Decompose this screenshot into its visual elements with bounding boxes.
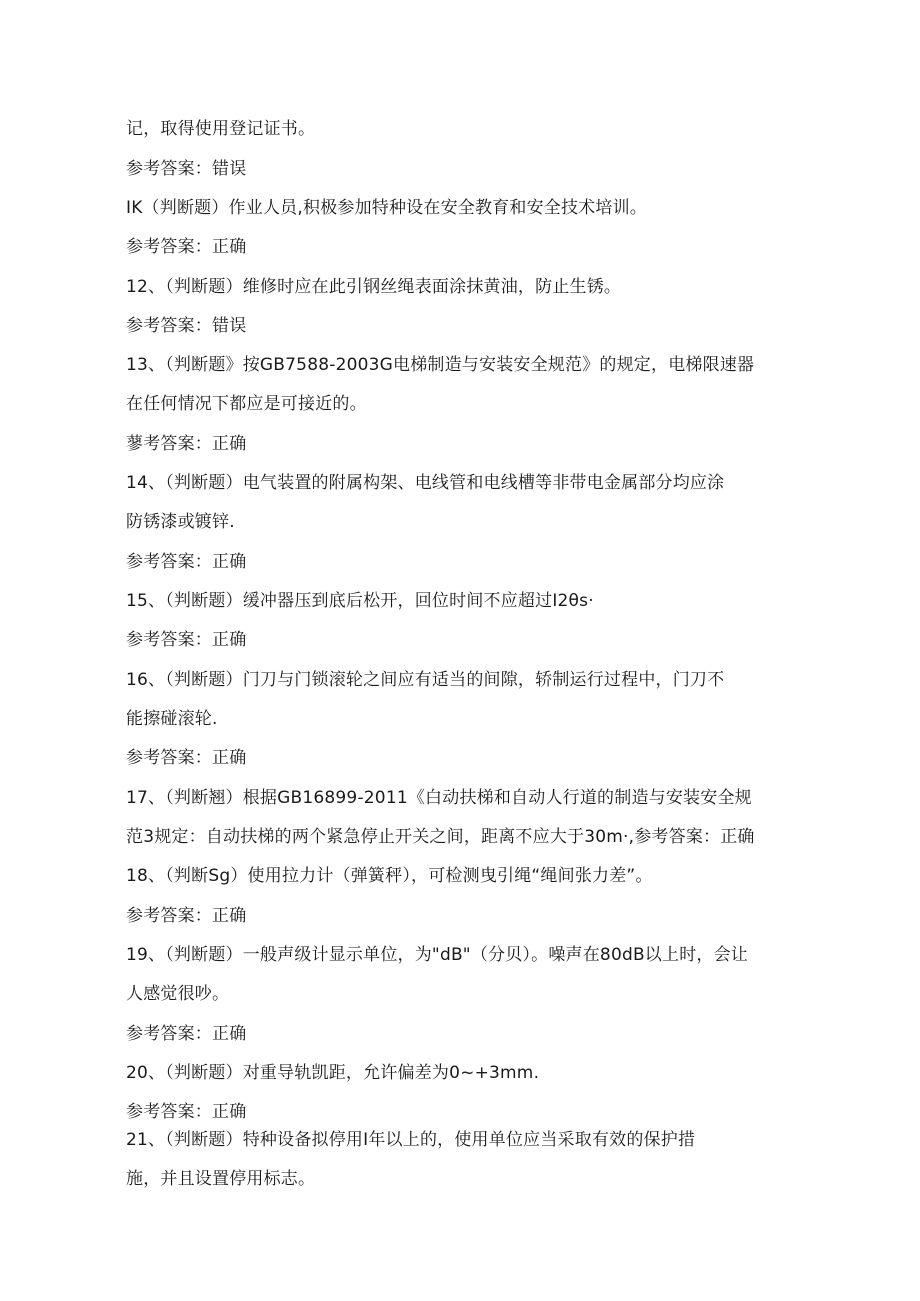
- answer-line: 参考答案：正确: [126, 1102, 247, 1122]
- question-line: 范3规定：自动扶梯的两个紧急停止开关之间，距离不应大于30m·,参考答案：正确: [126, 827, 755, 847]
- answer-line: 参考答案：正确: [126, 906, 247, 926]
- question-line: 16、（判断题）门刀与门锁滚轮之间应有适当的间隙，轿制运行过程中，门刀不: [126, 670, 725, 690]
- answer-line: 参考答案：正确: [126, 552, 247, 572]
- question-line: 14、（判断题）电气装置的附属构架、电线管和电线槽等非带电金属部分均应涂: [126, 473, 725, 493]
- answer-line: 参考答案：正确: [126, 237, 247, 257]
- question-line: 施，并且设置停用标志。: [126, 1169, 316, 1189]
- question-line: 防锈漆或镀锌.: [126, 512, 235, 532]
- answer-line: 参考答案：正确: [126, 1024, 247, 1044]
- question-line: 19、（判断题）一般声级计显示单位，为"dB"（分贝）。噪声在80dB以上时，会让: [126, 945, 749, 965]
- question-line: 17、（判断翘）根据GB16899-2011《白动扶梯和自动人行道的制造与安装安全规: [126, 788, 752, 808]
- answer-line: 参考答案：正确: [126, 630, 247, 650]
- question-line: 21、（判断题）特种设备拟停用I年以上的，使用单位应当采取有效的保护措: [126, 1130, 696, 1150]
- answer-line: 参考答案：正确: [126, 748, 247, 768]
- question-line: IK（判断题）作业人员,积极参加特种设在安全教育和安全技术培训。: [126, 198, 647, 218]
- answer-line: 参考答案：错误: [126, 159, 247, 179]
- question-line: 13、（判断题》按GB7588-2003G电梯制造与安装安全规范》的规定，电梯限速器: [126, 355, 755, 375]
- question-line: 人感觉很吵。: [126, 984, 230, 1004]
- question-line: 18、（判断Sg）使用拉力计（弹簧秤），可检测曳引绳“绳间张力差”。: [126, 866, 653, 886]
- question-line: 15、（判断题）缓冲器压到底后松开，回位时间不应超过I2θs·: [126, 591, 594, 611]
- question-line: 在任何情况下都应是可接近的。: [126, 394, 367, 414]
- answer-line: 蓼考答案：正确: [126, 434, 247, 454]
- answer-line: 参考答案：错误: [126, 316, 247, 336]
- text-line: 记，取得使用登记证书。: [126, 119, 316, 139]
- question-line: 12、（判断题）维修时应在此引钢丝绳表面涂抹黄油，防止生锈。: [126, 277, 622, 297]
- question-line: 20、（判断题）对重导轨凯距，允许偏差为0~+3mm.: [126, 1063, 540, 1083]
- question-line: 能擦碰滚轮.: [126, 709, 218, 729]
